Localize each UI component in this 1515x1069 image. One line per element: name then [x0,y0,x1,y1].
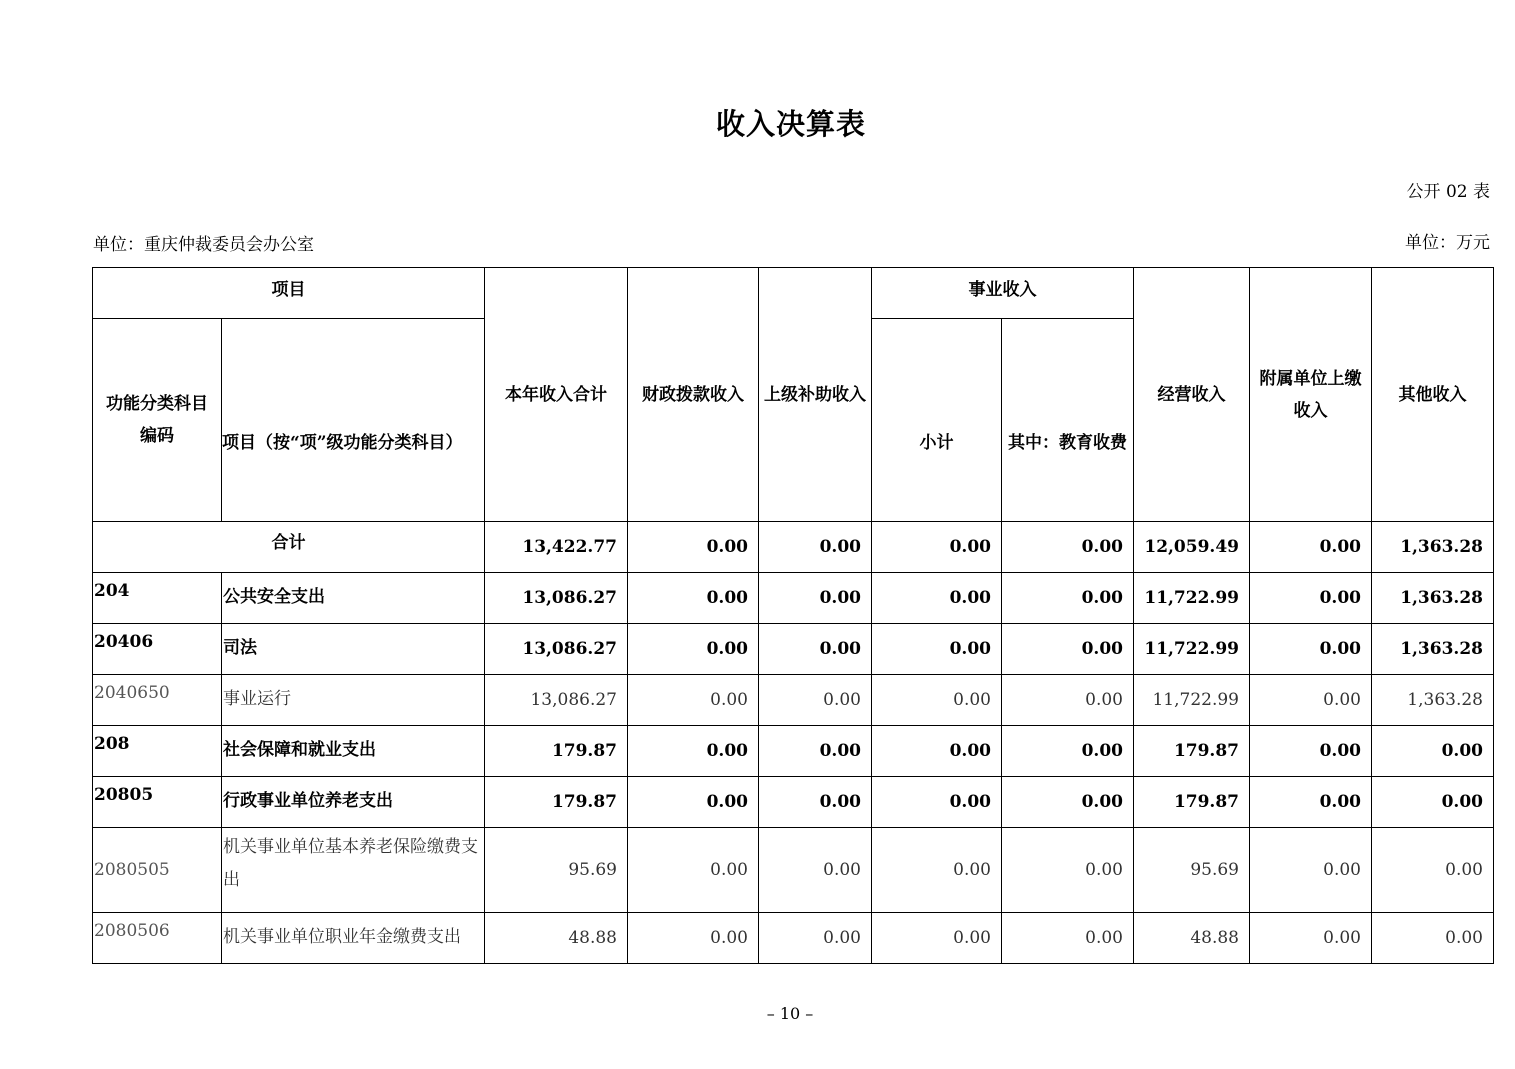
row-value: 0.00 [872,726,1002,777]
row-value: 0.00 [759,828,872,913]
row-value: 0.00 [1372,777,1494,828]
total-value: 0.00 [872,522,1002,573]
row-name: 行政事业单位养老支出 [222,777,485,828]
table-row [93,913,1494,964]
row-code: 208 [93,726,222,777]
header-career: 事业收入 [872,268,1134,319]
row-value: 48.88 [485,913,628,964]
header-business: 经营收入 [1134,268,1250,522]
row-value: 0.00 [1002,777,1134,828]
table-row [93,624,1494,675]
row-value: 0.00 [1002,675,1134,726]
row-value: 11,722.99 [1134,675,1250,726]
row-value: 11,722.99 [1134,624,1250,675]
total-label: 合计 [93,522,485,573]
row-value: 13,086.27 [485,675,628,726]
total-value: 13,422.77 [485,522,628,573]
row-name: 公共安全支出 [222,573,485,624]
row-code: 20406 [93,624,222,675]
row-value: 0.00 [1002,573,1134,624]
row-value: 0.00 [628,828,759,913]
row-value: 48.88 [1134,913,1250,964]
row-value: 0.00 [872,913,1002,964]
row-value: 0.00 [628,624,759,675]
row-value: 0.00 [1002,828,1134,913]
row-value: 0.00 [872,624,1002,675]
row-value: 13,086.27 [485,573,628,624]
row-value: 1,363.28 [1372,624,1494,675]
row-value: 0.00 [1372,726,1494,777]
row-value: 0.00 [1372,913,1494,964]
row-value: 0.00 [759,726,872,777]
row-name: 司法 [222,624,485,675]
currency-label: 单位：万元 [1405,233,1490,253]
total-value: 1,363.28 [1372,522,1494,573]
row-value: 0.00 [628,726,759,777]
row-value: 0.00 [1250,726,1372,777]
table-row [93,573,1494,624]
row-value: 95.69 [1134,828,1250,913]
row-value: 179.87 [1134,726,1250,777]
table-row [93,777,1494,828]
row-value: 0.00 [1250,573,1372,624]
row-code: 204 [93,573,222,624]
header-fiscal: 财政拨款收入 [628,268,759,522]
header-row-1 [93,268,1494,319]
unit-label: 单位：重庆仲裁委员会办公室 [93,235,314,255]
row-code: 2040650 [93,675,222,726]
row-value: 0.00 [759,675,872,726]
row-value: 0.00 [628,777,759,828]
table-row [93,726,1494,777]
header-affiliated: 附属单位上缴收入 [1250,268,1372,522]
row-name: 机关事业单位职业年金缴费支出 [222,913,485,964]
row-value: 179.87 [485,726,628,777]
row-value: 179.87 [1134,777,1250,828]
total-value: 0.00 [628,522,759,573]
row-name: 机关事业单位基本养老保险缴费支出 [222,828,485,913]
header-code: 功能分类科目编码 [93,319,222,522]
header-subtotal: 小计 [872,319,1002,522]
row-value: 0.00 [1250,624,1372,675]
row-code: 20805 [93,777,222,828]
total-value: 0.00 [759,522,872,573]
row-code: 2080506 [93,913,222,964]
row-value: 0.00 [872,828,1002,913]
table-row [93,675,1494,726]
table-row [93,828,1494,913]
total-value: 0.00 [1002,522,1134,573]
row-value: 0.00 [628,913,759,964]
header-superior: 上级补助收入 [759,268,872,522]
row-value: 0.00 [1002,913,1134,964]
row-value: 0.00 [1250,675,1372,726]
row-value: 0.00 [1250,828,1372,913]
row-value: 0.00 [628,573,759,624]
row-value: 0.00 [759,624,872,675]
row-value: 0.00 [872,573,1002,624]
header-total: 本年收入合计 [485,268,628,522]
row-value: 0.00 [628,675,759,726]
row-value: 0.00 [1002,624,1134,675]
row-value: 11,722.99 [1134,573,1250,624]
row-value: 13,086.27 [485,624,628,675]
row-value: 0.00 [1002,726,1134,777]
total-row [93,522,1494,573]
total-value: 12,059.49 [1134,522,1250,573]
row-code: 2080505 [93,828,222,913]
header-project: 项目 [93,268,485,319]
row-name: 事业运行 [222,675,485,726]
row-value: 1,363.28 [1372,675,1494,726]
page-title: 收入决算表 [715,107,866,141]
row-value: 0.00 [872,675,1002,726]
row-value: 0.00 [872,777,1002,828]
row-name: 社会保障和就业支出 [222,726,485,777]
row-value: 0.00 [759,573,872,624]
page-number: – 10 – [766,1004,814,1023]
total-value: 0.00 [1250,522,1372,573]
row-value: 179.87 [485,777,628,828]
row-value: 0.00 [1372,828,1494,913]
row-value: 95.69 [485,828,628,913]
header-education: 其中：教育收费 [1002,319,1134,522]
header-other: 其他收入 [1372,268,1494,522]
row-value: 0.00 [759,913,872,964]
row-value: 0.00 [1250,777,1372,828]
row-value: 1,363.28 [1372,573,1494,624]
income-table [92,267,1494,964]
form-number: 公开 02 表 [1406,182,1490,202]
row-value: 0.00 [1250,913,1372,964]
header-name: 项目（按“项”级功能分类科目） [222,319,485,522]
row-value: 0.00 [759,777,872,828]
